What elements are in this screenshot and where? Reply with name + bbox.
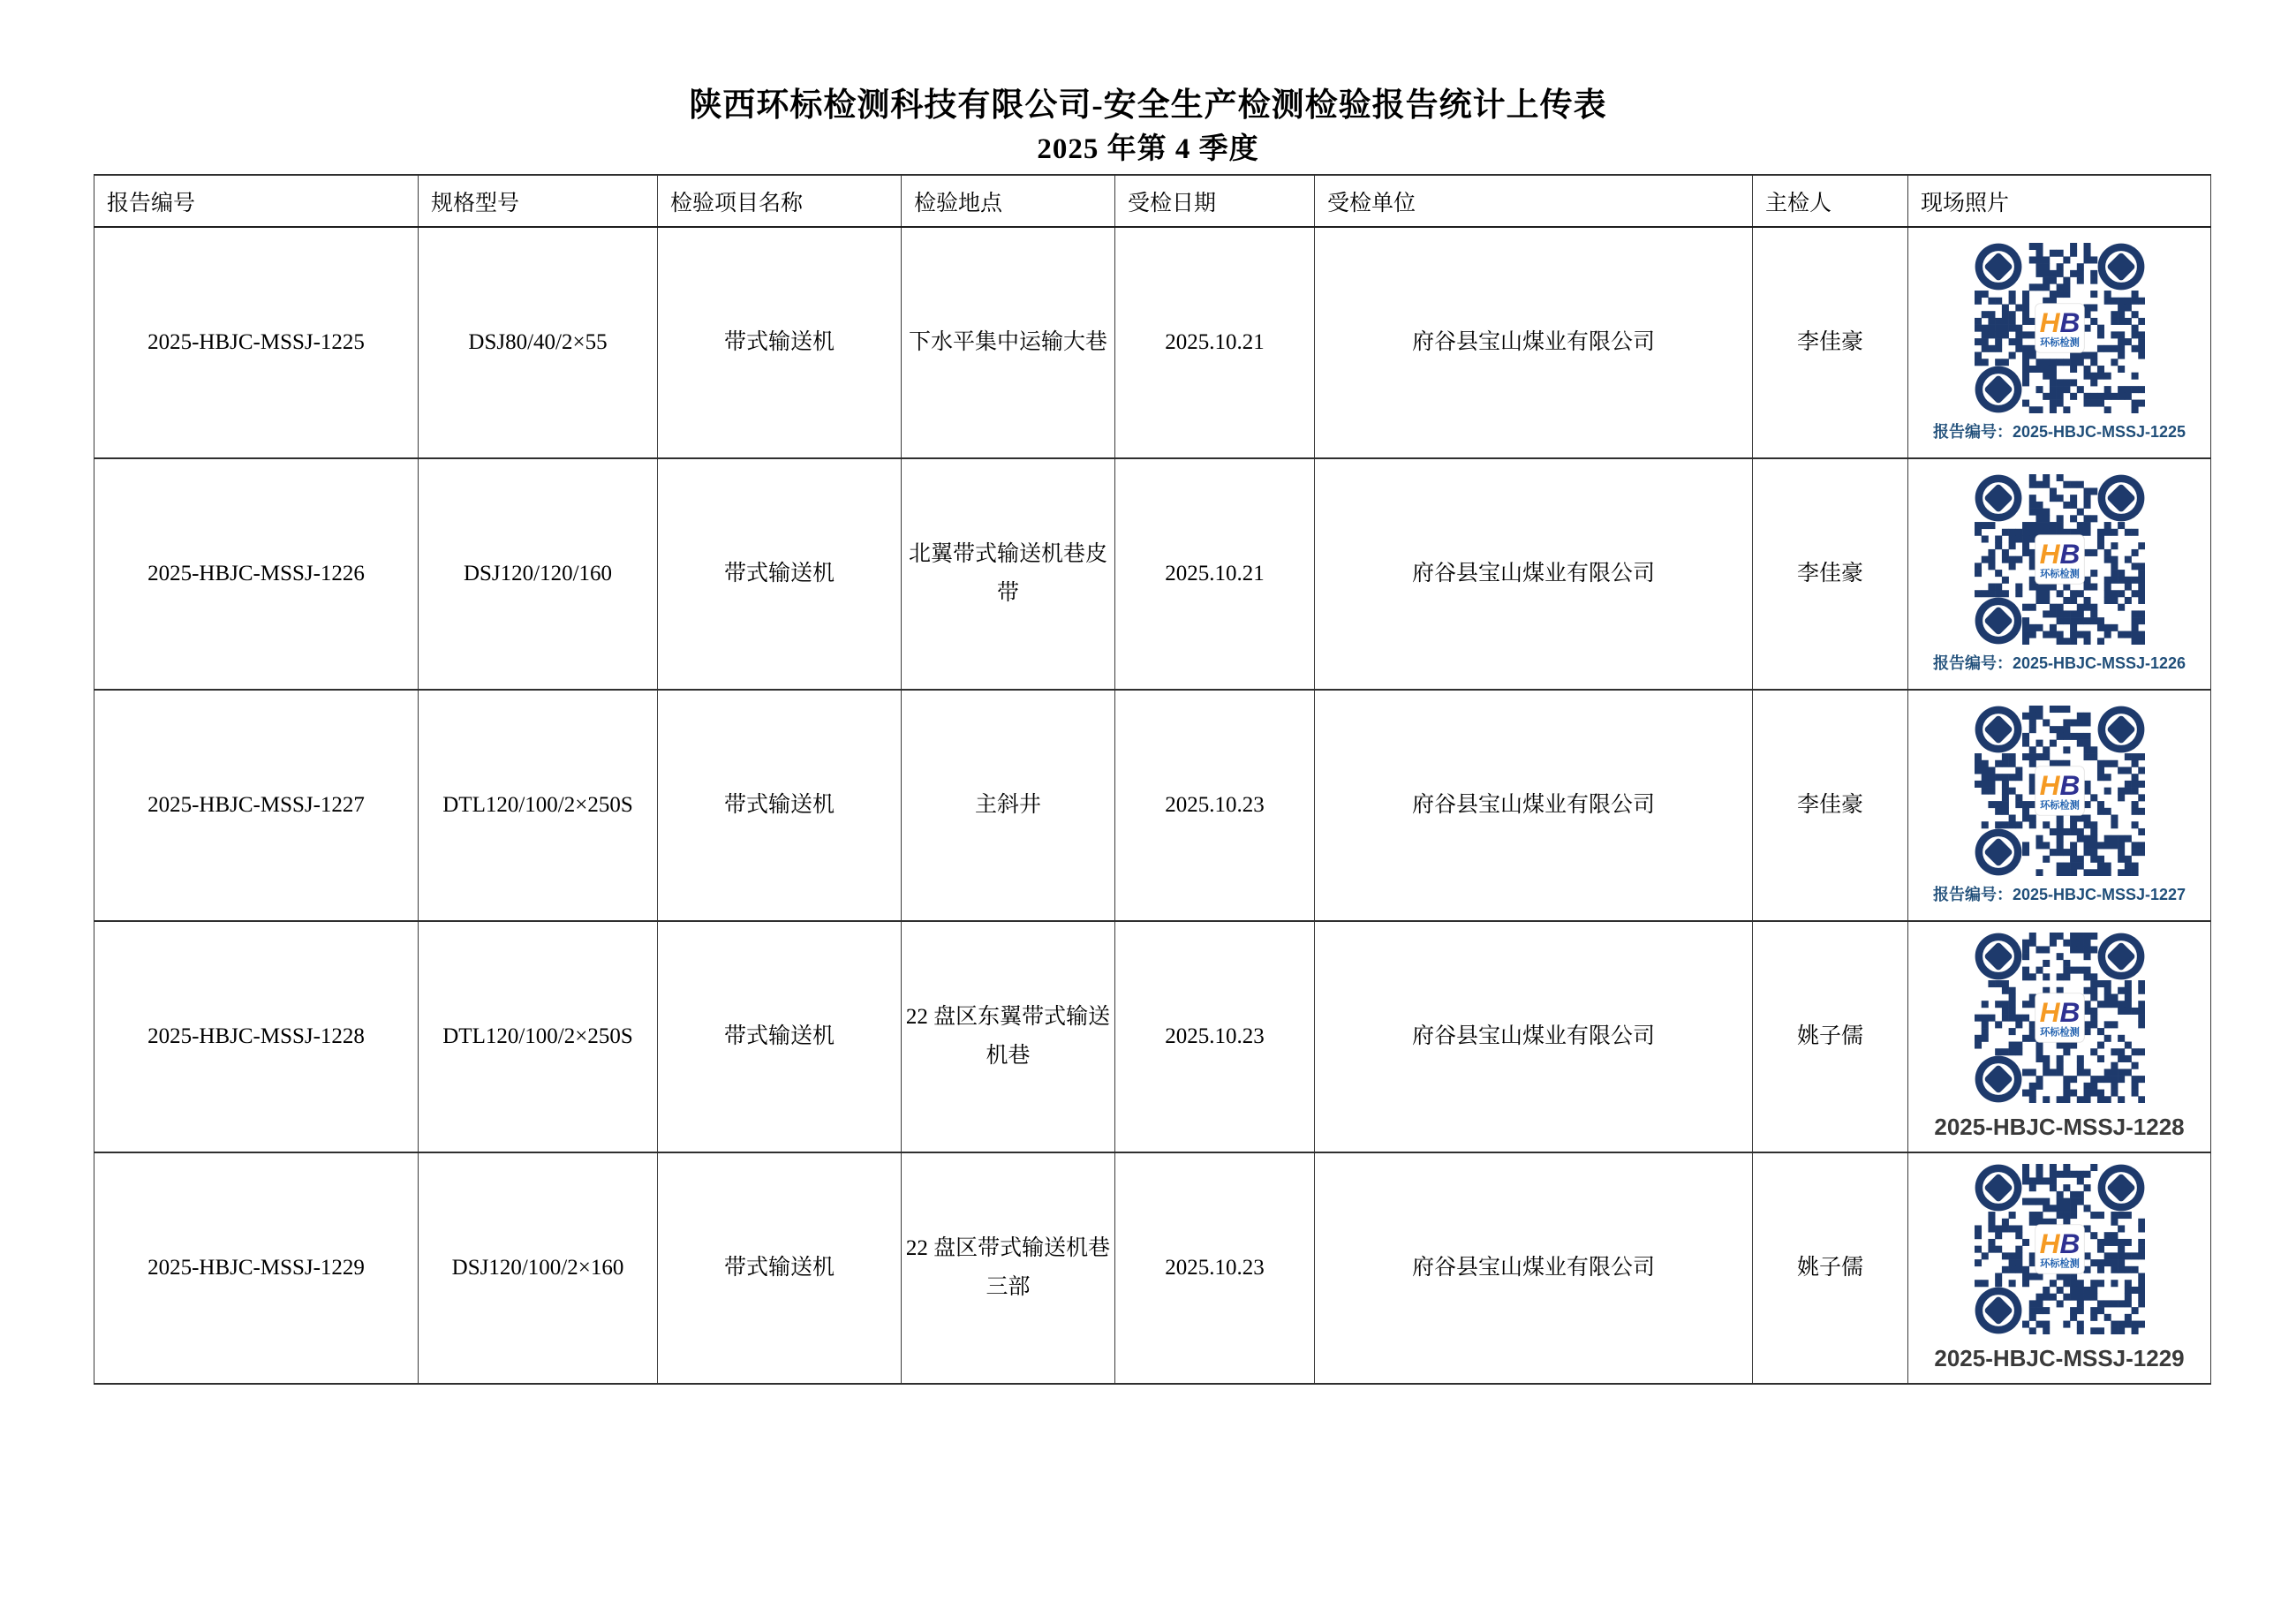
cell-site-photo	[1908, 921, 2211, 1152]
column-header-model: 规格型号	[419, 175, 658, 227]
cell-model: DTL120/100/2×250S	[419, 690, 658, 921]
svg-text:HB: HB	[2039, 538, 2080, 570]
qr-code-image	[1975, 706, 2145, 876]
cell-report-no: 2025-HBJC-MSSJ-1226	[94, 458, 419, 690]
cell-model: DSJ120/120/160	[419, 458, 658, 690]
cell-date: 2025.10.23	[1115, 1152, 1315, 1384]
cell-report-no: 2025-HBJC-MSSJ-1228	[94, 921, 419, 1152]
cell-location: 北翼带式输送机巷皮带	[902, 458, 1115, 690]
cell-site-photo	[1908, 458, 2211, 690]
cell-site-photo	[1908, 690, 2211, 921]
cell-report-no: 2025-HBJC-MSSJ-1227	[94, 690, 419, 921]
table-row	[94, 1152, 2211, 1384]
cell-item-name: 带式输送机	[658, 921, 902, 1152]
column-header-unit: 受检单位	[1315, 175, 1753, 227]
cell-location: 下水平集中运输大巷	[902, 227, 1115, 458]
table-header-row	[94, 175, 2211, 227]
cell-location: 22 盘区带式输送机巷三部	[902, 1152, 1115, 1384]
svg-text:HB: HB	[2039, 769, 2080, 802]
document-subtitle: 2025 年第 4 季度	[1037, 133, 1259, 165]
qr-code-image	[1975, 1164, 2145, 1334]
cell-unit: 府谷县宝山煤业有限公司	[1315, 1152, 1753, 1384]
column-header-inspector: 主检人	[1753, 175, 1908, 227]
qr-code-image	[1975, 474, 2145, 645]
table-row	[94, 227, 2211, 458]
cell-report-no: 2025-HBJC-MSSJ-1229	[94, 1152, 419, 1384]
svg-text:环标检测: 环标检测	[2039, 337, 2080, 349]
cell-report-no: 2025-HBJC-MSSJ-1225	[94, 227, 419, 458]
qr-caption: 报告编号：2025-HBJC-MSSJ-1225	[1932, 423, 2186, 442]
cell-site-photo	[1908, 227, 2211, 458]
qr-code-image	[1975, 933, 2145, 1103]
table-row	[94, 921, 2211, 1152]
column-header-site-photo: 现场照片	[1908, 175, 2211, 227]
column-header-report-no: 报告编号	[94, 175, 419, 227]
column-header-date: 受检日期	[1115, 175, 1315, 227]
svg-text:环标检测: 环标检测	[2039, 1027, 2080, 1039]
cell-location: 主斜井	[902, 690, 1115, 921]
qr-code	[1910, 474, 2209, 674]
table-row	[94, 690, 2211, 921]
cell-date: 2025.10.23	[1115, 690, 1315, 921]
cell-inspector: 姚子儒	[1753, 921, 1908, 1152]
cell-model: DTL120/100/2×250S	[419, 921, 658, 1152]
qr-code	[1910, 243, 2209, 442]
svg-text:HB: HB	[2039, 996, 2080, 1029]
qr-caption: 2025-HBJC-MSSJ-1228	[1934, 1113, 2185, 1140]
qr-code	[1910, 706, 2209, 905]
cell-date: 2025.10.23	[1115, 921, 1315, 1152]
cell-unit: 府谷县宝山煤业有限公司	[1315, 690, 1753, 921]
qr-code	[1910, 1164, 2209, 1372]
qr-caption: 2025-HBJC-MSSJ-1229	[1934, 1344, 2185, 1371]
column-header-location: 检验地点	[902, 175, 1115, 227]
cell-unit: 府谷县宝山煤业有限公司	[1315, 227, 1753, 458]
document-title: 陕西环标检测科技有限公司-安全生产检测检验报告统计上传表	[689, 87, 1607, 124]
cell-date: 2025.10.21	[1115, 227, 1315, 458]
cell-model: DSJ120/100/2×160	[419, 1152, 658, 1384]
cell-model: DSJ80/40/2×55	[419, 227, 658, 458]
cell-date: 2025.10.21	[1115, 458, 1315, 690]
cell-unit: 府谷县宝山煤业有限公司	[1315, 458, 1753, 690]
cell-inspector: 姚子儒	[1753, 1152, 1908, 1384]
svg-text:环标检测: 环标检测	[2039, 569, 2080, 580]
cell-item-name: 带式输送机	[658, 227, 902, 458]
qr-caption: 报告编号：2025-HBJC-MSSJ-1226	[1932, 654, 2186, 673]
svg-text:HB: HB	[2039, 306, 2080, 339]
cell-item-name: 带式输送机	[658, 690, 902, 921]
cell-location: 22 盘区东翼带式输送机巷	[902, 921, 1115, 1152]
svg-text:环标检测: 环标检测	[2039, 1258, 2080, 1270]
svg-text:环标检测: 环标检测	[2039, 800, 2080, 812]
column-header-item-name: 检验项目名称	[658, 175, 902, 227]
qr-caption: 报告编号：2025-HBJC-MSSJ-1227	[1932, 886, 2186, 904]
cell-item-name: 带式输送机	[658, 458, 902, 690]
cell-unit: 府谷县宝山煤业有限公司	[1315, 921, 1753, 1152]
report-table	[94, 174, 2211, 1385]
cell-inspector: 李佳豪	[1753, 227, 1908, 458]
cell-inspector: 李佳豪	[1753, 458, 1908, 690]
table-row	[94, 458, 2211, 690]
svg-text:HB: HB	[2039, 1227, 2080, 1260]
cell-item-name: 带式输送机	[658, 1152, 902, 1384]
qr-code-image	[1975, 243, 2145, 413]
cell-inspector: 李佳豪	[1753, 690, 1908, 921]
cell-site-photo	[1908, 1152, 2211, 1384]
qr-code	[1910, 933, 2209, 1141]
